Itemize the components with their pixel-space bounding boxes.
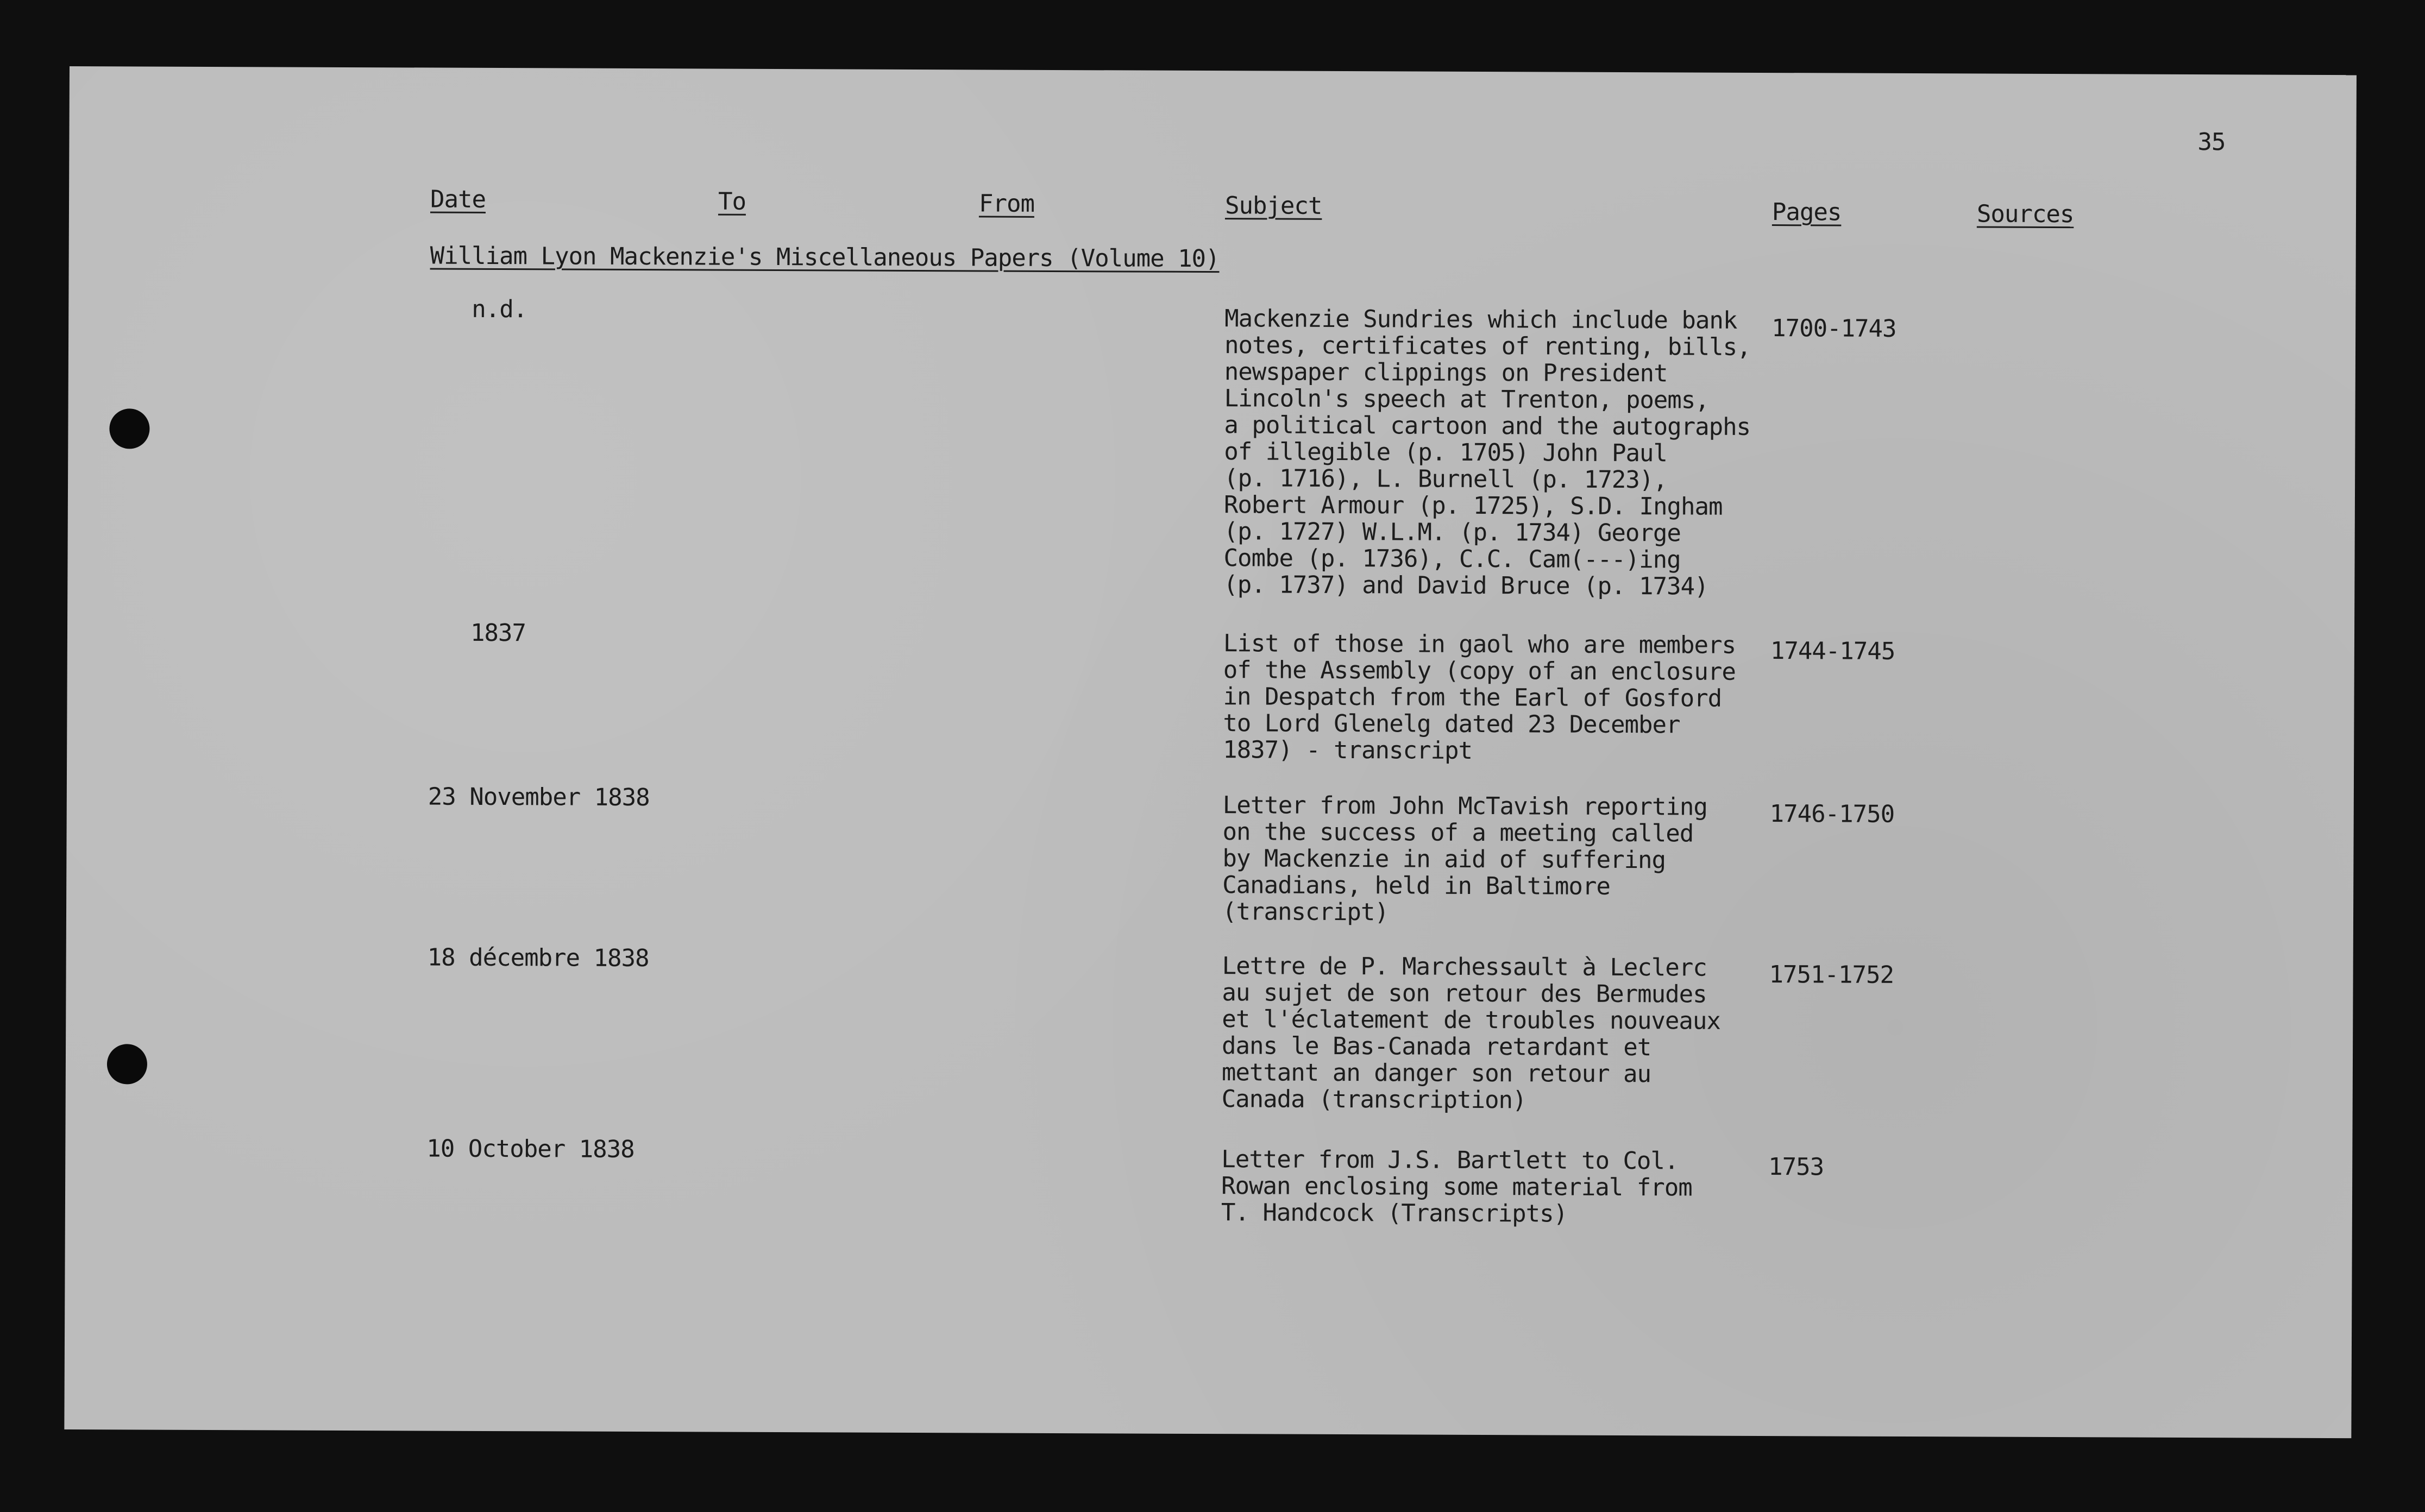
entry-subject: List of those in gaol who are members of the Assembly (copy of an enclosure in Despatch from the Earl of Gosford to Lord Glenelg dated 23 December 1837) - transcript (1223, 629, 1736, 765)
entry-date: 1837 (470, 619, 526, 647)
document-sheet (64, 66, 2357, 1438)
punch-hole-top (109, 408, 149, 449)
entry-date: 18 décembre 1838 (427, 943, 649, 973)
entry-subject: Letter from J.S. Bartlett to Col. Rowan enclosing some material from T. Handcock (Transcripts) (1221, 1145, 1692, 1228)
entry-subject: Letter from John McTavish reporting on the success of a meeting called by Mackenzie in aid of suffering Canadians, held in Baltimore (transcript) (1222, 791, 1708, 927)
entry-pages: 1751-1752 (1769, 961, 1894, 989)
column-header-subject: Subject (1224, 192, 1322, 220)
column-header-pages: Pages (1771, 198, 1842, 226)
column-header-sources: Sources (1976, 200, 2074, 229)
entry-pages: 1700-1743 (1771, 314, 1896, 343)
entry-pages: 1746-1750 (1769, 800, 1895, 828)
entry-pages: 1753 (1768, 1153, 1824, 1181)
entry-date: 10 October 1838 (426, 1135, 634, 1164)
punch-hole-bottom (107, 1044, 147, 1084)
section-title: William Lyon Mackenzie's Miscellaneous Papers (Volume 10) (430, 242, 1220, 273)
column-header-to: To (718, 187, 746, 216)
column-header-from: From (978, 190, 1035, 218)
entry-subject: Mackenzie Sundries which include bank notes, certificates of renting, bills, newspaper clippings on President Lincoln's speech at Trenton, poems, a political cartoon and the autographs of illegible (p. 1705) John Paul (p. 1716), L. Burnell (p. 1723), Robert Armour (p. 1725), S.D. Ingham (p. 1727) W.L.M. (p. 1734) George Combe (p. 1736), C.C. Cam(---)ing (p. 1737) and David Bruce (p. 1734) (1223, 305, 1751, 601)
column-header-date: Date (430, 185, 486, 213)
page-number: 35 (2197, 128, 2226, 156)
entry-date: 23 November 1838 (428, 783, 650, 812)
entry-pages: 1744-1745 (1770, 637, 1895, 665)
entry-date: n.d. (472, 295, 527, 324)
entry-subject: Lettre de P. Marchessault à Leclerc au sujet de son retour des Bermudes et l'éclatement de troubles nouveaux dans le Bas-Canada retardant et mettant an danger son retour au Canada (transcription) (1221, 952, 1721, 1114)
